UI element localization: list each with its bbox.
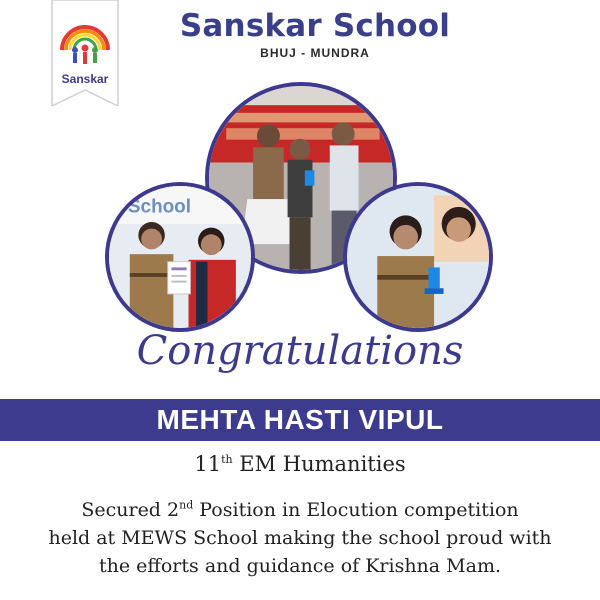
student-name: MEHTA HASTI VIPUL xyxy=(156,404,444,435)
student-class xyxy=(0,452,600,476)
achievement-line-3: the efforts and guidance of Krishna Mam. xyxy=(98,555,502,577)
achievement-line-2: held at MEWS School making the school proud with xyxy=(48,527,552,549)
school-location: BHUJ - MUNDRA xyxy=(260,46,370,60)
logo-ribbon xyxy=(50,0,120,106)
grade-number: 11 xyxy=(194,452,222,476)
logo-label: Sanskar xyxy=(61,72,109,86)
school-name: Sanskar School xyxy=(179,8,451,44)
student-portrait-photo xyxy=(343,182,493,332)
congratulations-heading: Congratulations xyxy=(136,328,464,374)
svg-text:School: School xyxy=(127,196,192,218)
grade-suffix: th xyxy=(221,453,233,466)
student-name-banner xyxy=(0,399,600,441)
achievement-line-1: Secured 2nd Position in Elocution competition xyxy=(81,498,519,521)
achievement-text xyxy=(0,496,600,580)
stream: EM Humanities xyxy=(239,452,406,476)
student-with-teacher-photo xyxy=(105,182,255,332)
